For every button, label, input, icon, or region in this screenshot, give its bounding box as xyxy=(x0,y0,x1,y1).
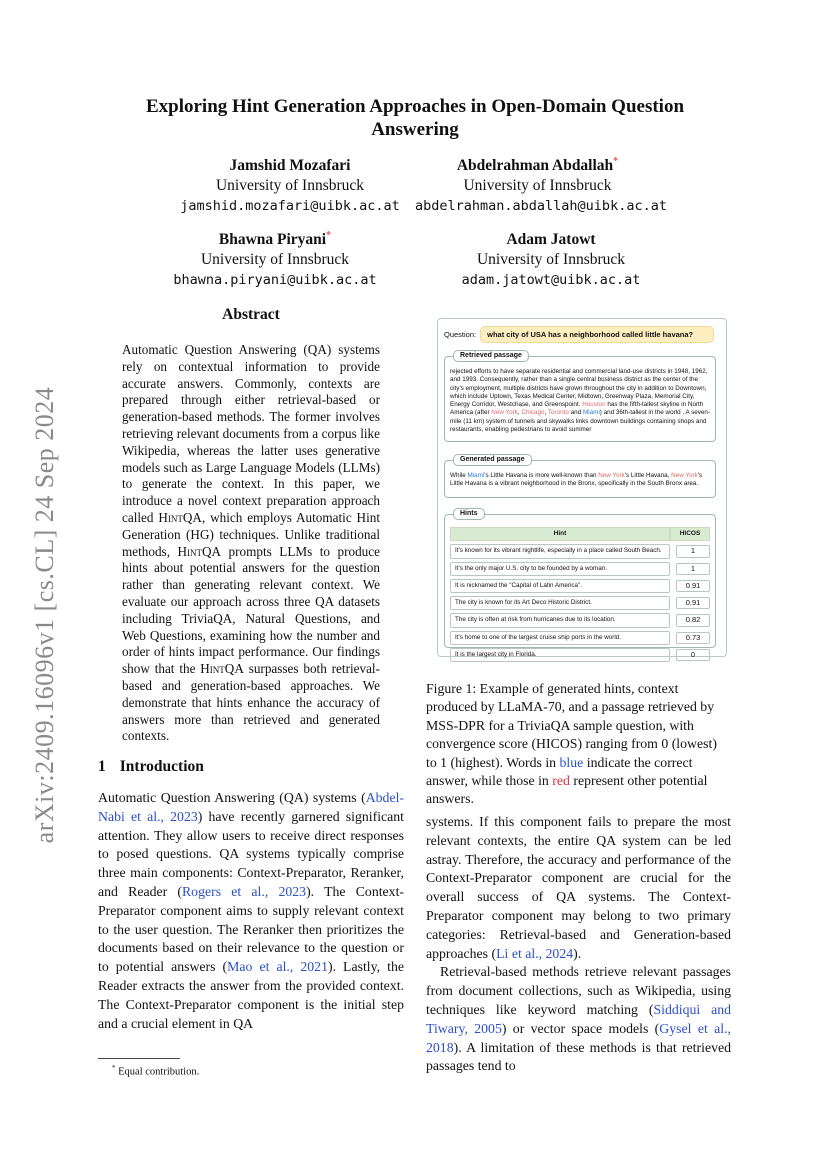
author-name: Bhawna Piryani xyxy=(218,231,327,249)
hint-row xyxy=(450,596,710,610)
citation-link[interactable]: Mao et al., 2021 xyxy=(227,959,328,975)
hint-score: 1 xyxy=(676,563,710,575)
hints-table xyxy=(450,524,710,665)
author-block: Bhawna Piryani* University of Innsbruck bhawna.piryani@uibk.ac.at xyxy=(170,226,380,290)
footnote: * Equal contribution. xyxy=(112,1064,200,1078)
hint-row xyxy=(450,579,710,593)
hint-score: 0 xyxy=(676,649,710,661)
author-affiliation: University of Innsbruck xyxy=(200,251,350,269)
citation-link[interactable]: Gysel et al., 2018 xyxy=(426,1020,731,1055)
hint-score: 0.73 xyxy=(676,632,710,644)
author-name: Jamshid Mozafari xyxy=(229,157,351,175)
author-block: Abdelrahman Abdallah* University of Innsbruck abdelrahman.abdallah@uibk.ac.at xyxy=(415,156,667,215)
arxiv-id-text: arXiv:2409.16096v1 [cs.CL] 24 Sep 2024 xyxy=(30,386,59,844)
abstract-heading: Abstract xyxy=(222,306,280,323)
citation-link[interactable]: Rogers et al., 2023 xyxy=(181,883,307,899)
figure-1 xyxy=(437,318,727,660)
footnote-rule xyxy=(98,1058,180,1059)
hint-text: It's the only major U.S. city to be founded by a woman. xyxy=(450,562,670,576)
figure-caption: Figure 1: Example of generated hints, context produced by LLaMA-70, and a passage retrieved by MSS-DPR for a TriviaQA sample question, with convergence score (HICOS) ranging from 0 (lowest) to 1 (highest). Words in blue indicate the correct answer, while those in red represent other potential answers. xyxy=(426,681,717,807)
hint-row xyxy=(450,631,710,645)
author-name: Adam Jatowt xyxy=(506,231,596,249)
hint-score: 1 xyxy=(676,545,710,557)
hints-tag: Hints xyxy=(453,508,485,520)
author-affiliation: University of Innsbruck xyxy=(476,251,626,269)
hint-text: It is the largest city in Florida. xyxy=(450,648,670,662)
citation-link[interactable]: Li et al., 2024 xyxy=(496,945,574,961)
question-row xyxy=(444,326,714,343)
hint-column-header: Hint xyxy=(450,527,670,541)
generated-passage-text: While Miami's Little Havana is more well-known than New York's Little Havana, New York's Little Havana is a vibrant neighborhood in the Bronx, specifically in the South Bronx area. xyxy=(450,472,703,488)
hint-text: The city is often at risk from hurricanes due to its location. xyxy=(450,613,670,627)
hint-score: 0.91 xyxy=(676,597,710,609)
hint-score: 0.82 xyxy=(676,614,710,626)
hint-text: The city is known for its Art Deco Historic District. xyxy=(450,596,670,610)
hint-row xyxy=(450,544,710,558)
hint-row xyxy=(450,562,710,576)
arxiv-identifier xyxy=(20,360,70,870)
hint-text: It is nicknamed the "Capital of Latin America". xyxy=(450,579,670,593)
author-email[interactable]: abdelrahman.abdallah@uibk.ac.at xyxy=(415,198,667,215)
question-label: Question: xyxy=(444,330,477,339)
author-block xyxy=(175,152,405,216)
hint-row xyxy=(450,613,710,627)
citation-link[interactable]: Abdel-Nabi et al., 2023 xyxy=(98,790,404,824)
retrieved-passage-panel xyxy=(444,352,716,442)
intro-left-column: Automatic Question Answering (QA) systems (Abdel-Nabi et al., 2023) have recently garnered significant attention. They allow users to receive direct responses to posed questions. QA systems typically comprise three main components: Context-Preparator, Reranker, and Reader (Rogers et al., 2023). The Context-Preparator component aims to supply relevant context to the user question. The Reranker then prioritizes the documents based on their relevance to the question or to potential answers (Mao et al., 2021). Lastly, the Reader extracts the answer from the provided context. The Context-Preparator component is the initial step and a crucial element in QA xyxy=(98,790,405,1031)
hint-score: 0.91 xyxy=(676,580,710,592)
author-affiliation: University of Innsbruck xyxy=(463,177,612,195)
hicos-column-header: HICOS xyxy=(670,527,710,541)
generated-passage-panel xyxy=(444,456,716,498)
retrieved-passage-text: rejected efforts to have separate residential and commercial land-use districts in 1948, 1962, and 1993. Consequently, rather than a single central business district as the center of the city's employment, multiple districts have grown throughout the city in addition to Downtown, which include Uptown, Texas Medical Center, Midtown, Greenway Plaza, Memorial City, Energy Corridor, Westchase, and Greenspoint. Houston has the fifth-tallest skyline in North America (after New York, Chicago, Toronto and Miami) and 36th-tallest in the world . A seven-mile (11 km) system of tunnels and skywalks links downtown buildings containing shops and restaurants, enabling pedestrians to avoid summer xyxy=(450,368,710,434)
retrieved-passage-tag: Retrieved passage xyxy=(453,350,529,362)
author-name: Abdelrahman Abdallah xyxy=(456,157,614,175)
author-block xyxy=(445,226,657,290)
author-affiliation: University of Innsbruck xyxy=(215,177,365,195)
hint-text: It's home to one of the largest cruise ship ports in the world. xyxy=(450,631,670,645)
section-heading: 1 Introduction xyxy=(98,758,204,775)
hint-row xyxy=(450,648,710,662)
author-email[interactable]: bhawna.piryani@uibk.ac.at xyxy=(173,272,377,289)
abstract-body: Automatic Question Answering (QA) systems rely on contextual information to provide accurate answers. Commonly, contexts are prepared through either retrieval-based or generation-based methods. The former involves retrieving relevant documents from a corpus like Wikipedia, whereas the latter uses generative models such as Large Language Models (LLMs) to generate the context. In this paper, we introduce a novel context preparation approach called HintQA, which employs Automatic Hint Generation (HG) techniques. Unlike traditional methods, HintQA prompts LLMs to produce hints about potential answers for the question rather than generating relevant context. We evaluate our approach across three QA datasets including TriviaQA, Natural Questions, and Web Questions, examining how the number and order of hints impact performance. Our findings show that the HintQA surpasses both retrieval-based and generation-based approaches. We demonstrate that hints enhance the accuracy of answers more than retrieved and generated contexts. xyxy=(122,342,380,744)
author-email[interactable]: jamshid.mozafari@uibk.ac.at xyxy=(180,198,400,215)
hint-text: It's known for its vibrant nightlife, especially in a place called South Beach. xyxy=(450,544,670,558)
paper-title: Exploring Hint Generation Approaches in Open-Domain Question Answering xyxy=(145,96,685,140)
author-email[interactable]: adam.jatowt@uibk.ac.at xyxy=(461,272,641,289)
hints-panel xyxy=(444,510,716,660)
intro-right-column: systems. If this component fails to prepare the most relevant contexts, the entire QA system can be led astray. Therefore, the accuracy and performance of the Context-Preparator component are crucial for the overall success of QA systems. The Context-Preparator component may belong to two primary categories: Retrieval-based and Generation-based approaches (Li et al., 2024). Retrieval-based methods retrieve relevant passages from document collections, such as Wikipedia, using techniques like keyword matching (Siddiqui and Tiwary, 2005) or vector space models (Gysel et al., 2018). A limitation of these methods is that retrieved passages tend to xyxy=(426,814,732,1074)
generated-passage-tag: Generated passage xyxy=(453,454,532,466)
question-box: what city of USA has a neighborhood called little havana? xyxy=(480,326,714,343)
citation-link[interactable]: Siddiqui and Tiwary, 2005 xyxy=(426,1001,732,1036)
